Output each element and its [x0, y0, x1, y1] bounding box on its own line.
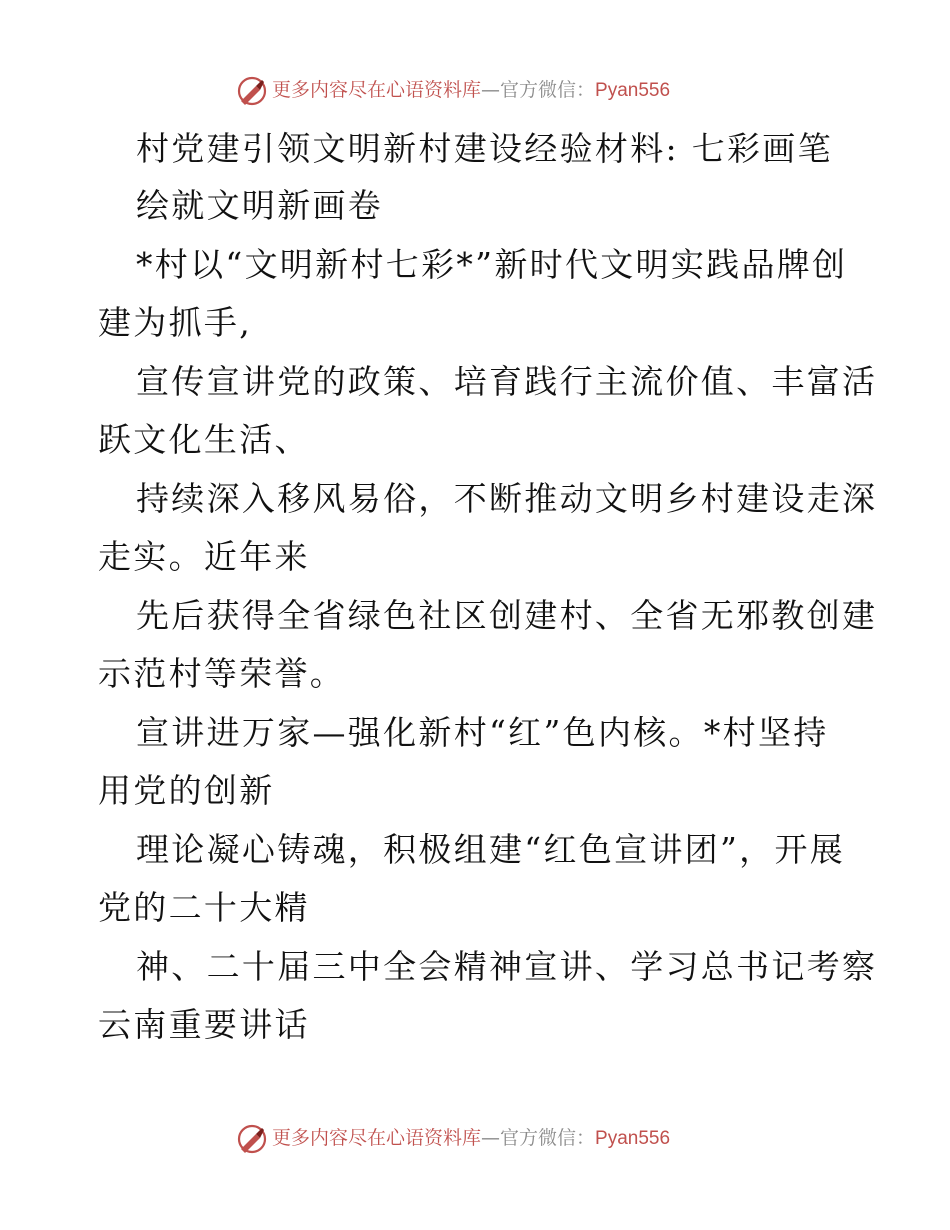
text-line: 持续深入移风易俗，不断推动文明乡村建设走深 [136, 479, 878, 518]
text-line: 用党的创新 [98, 771, 275, 810]
text-line: 云南重要讲话 [98, 1005, 310, 1044]
text-line: 神、二十届三中全会精神宣讲、学习总书记考察 [136, 947, 878, 986]
header-banner [0, 71, 950, 111]
text-line: 建为抓手, [98, 303, 252, 342]
title-line-1: 村党建引领文明新村建设经验材料: 七彩画笔 [136, 129, 833, 168]
footer-text [272, 1125, 670, 1152]
pen-logo-icon [236, 1123, 268, 1155]
header-dash: — [481, 79, 501, 101]
text-line: 走实。近年来 [98, 537, 310, 576]
text-line: 示范村等荣誉。 [98, 654, 346, 693]
pen-logo-icon [236, 75, 268, 107]
footer-banner [0, 1119, 950, 1159]
text-line: 宣传宣讲党的政策、培育践行主流价值、丰富活 [136, 362, 878, 401]
title-line-2: 绘就文明新画卷 [136, 186, 384, 225]
text-line: 跃文化生活、 [98, 420, 310, 459]
text-line: *村以“文明新村七彩*”新时代文明实践品牌创 [136, 245, 848, 284]
footer-wechat-id: Pyan556 [595, 1128, 671, 1149]
text-line: 宣讲进万家—强化新村“红”色内核。*村坚持 [136, 713, 829, 752]
text-line: 理论凝心铸魂，积极组建“红色宣讲团”，开展 [136, 830, 846, 869]
text-line: 党的二十大精 [98, 888, 310, 927]
footer-dash: — [481, 1127, 501, 1149]
header-wechat-label: 官方微信： [500, 79, 596, 101]
footer-wechat-label: 官方微信： [500, 1127, 596, 1149]
header-wechat-id: Pyan556 [595, 80, 671, 101]
footer-site-name: 更多内容尽在心语资料库 [272, 1127, 482, 1149]
text-line: 先后获得全省绿色社区创建村、全省无邪教创建 [136, 596, 878, 635]
header-site-name: 更多内容尽在心语资料库 [272, 79, 482, 101]
header-text [272, 77, 670, 104]
